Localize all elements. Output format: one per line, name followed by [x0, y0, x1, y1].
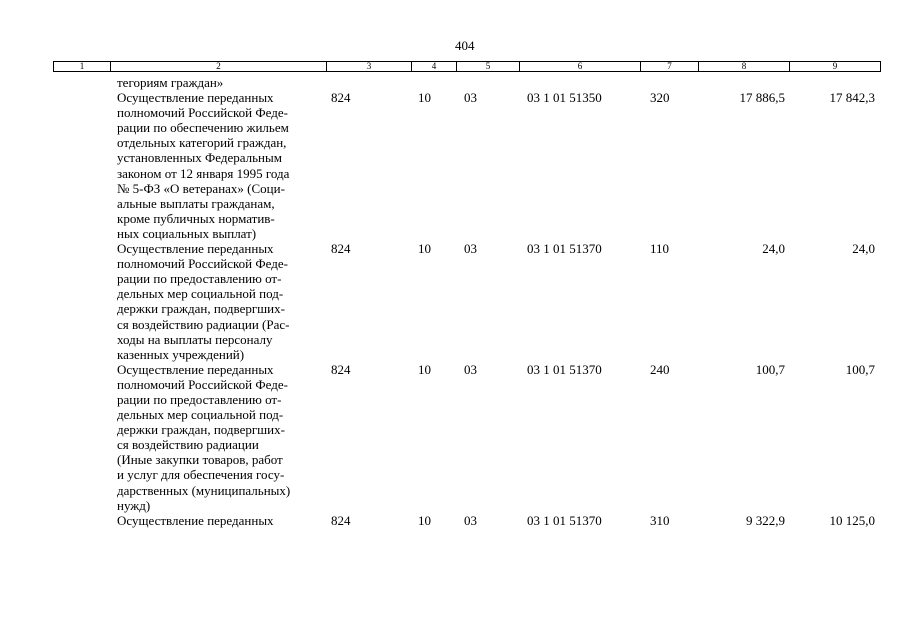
section-code: 10 [418, 512, 431, 528]
expense-name-line: рации по обеспечению жильем [117, 120, 289, 136]
ministry-code: 824 [331, 90, 351, 106]
expense-type-code: 240 [650, 361, 670, 377]
expense-name-line: и услуг для обеспечения госу- [117, 467, 285, 483]
continuation-line: тегориям граждан» [117, 75, 224, 90]
expense-type-code: 110 [650, 241, 670, 257]
target-article-code: 03 1 01 51350 [527, 90, 602, 106]
expense-name-line: дельных мер социальной под- [117, 286, 284, 302]
expense-name-line: Осуществление переданных [117, 90, 274, 106]
column-number-9: 9 [790, 62, 881, 72]
expense-type-code: 310 [650, 512, 670, 528]
expense-name-line: Осуществление переданных [117, 361, 274, 377]
section-code: 10 [418, 361, 431, 377]
table-row [0, 241, 905, 362]
amount-year-1: 24,0 [762, 241, 785, 257]
expense-name-line: полномочий Российской Феде- [117, 256, 288, 272]
expense-name-line: дельных мер социальной под- [117, 407, 284, 423]
column-number-header [53, 61, 881, 72]
expense-name-line: дарственных (муниципальных) [117, 482, 291, 498]
subsection-code: 03 [464, 90, 477, 106]
column-number-2: 2 [111, 62, 327, 72]
column-number-8: 8 [699, 62, 790, 72]
expense-name [117, 241, 327, 362]
section-code: 10 [418, 90, 431, 106]
expense-name-line: (Иные закупки товаров, работ [117, 452, 283, 468]
expense-name [117, 362, 327, 513]
subsection-code: 03 [464, 241, 477, 257]
expense-name-line: № 5-ФЗ «О ветеранах» (Соци- [117, 180, 285, 196]
expense-name-line: нужд) [117, 497, 151, 513]
column-number-1: 1 [54, 62, 111, 72]
expense-name-line: рации по предоставлению от- [117, 271, 282, 287]
expense-name [117, 513, 327, 528]
expense-name-line: ных социальных выплат) [117, 225, 257, 241]
target-article-code: 03 1 01 51370 [527, 241, 602, 257]
table-row [0, 513, 905, 528]
page-number-text: 404 [455, 38, 475, 53]
target-article-code: 03 1 01 51370 [527, 512, 602, 528]
amount-year-1: 17 886,5 [739, 90, 785, 106]
expense-name-line: Осуществление переданных [117, 512, 274, 528]
expense-name-line: ся воздействию радиации [117, 437, 259, 453]
continuation-text [117, 75, 327, 90]
expense-name-line: законом от 12 января 1995 года [117, 165, 290, 181]
column-number-6: 6 [520, 62, 641, 72]
expense-name-line: рации по предоставлению от- [117, 391, 282, 407]
expense-name-line: полномочий Российской Феде- [117, 376, 288, 392]
column-number-row [54, 62, 881, 72]
expense-name-line: ся воздействию радиации (Рас- [117, 316, 290, 332]
ministry-code: 824 [331, 512, 351, 528]
expense-name-line: Осуществление переданных [117, 241, 274, 257]
amount-year-2: 100,7 [845, 361, 875, 377]
section-code: 10 [418, 241, 431, 257]
subsection-code: 03 [464, 512, 477, 528]
expense-name-line: полномочий Российской Феде- [117, 105, 288, 121]
column-number-3: 3 [327, 62, 412, 72]
expense-name-line: ходы на выплаты персоналу [117, 331, 273, 347]
ministry-code: 824 [331, 361, 351, 377]
ministry-code: 824 [331, 241, 351, 257]
expense-name-line: альные выплаты гражданам, [117, 195, 275, 211]
expense-type-code: 320 [650, 90, 670, 106]
expense-name-line: казенных учреждений) [117, 346, 245, 362]
amount-year-2: 17 842,3 [829, 90, 875, 106]
column-number-7: 7 [641, 62, 699, 72]
continuation-row [0, 75, 905, 90]
table-row [0, 362, 905, 513]
amount-year-1: 9 322,9 [746, 512, 785, 528]
expense-name-line: отдельных категорий граждан, [117, 135, 287, 151]
column-number-4: 4 [412, 62, 457, 72]
amount-year-2: 10 125,0 [829, 512, 875, 528]
table-row [0, 90, 905, 241]
expense-name [117, 90, 327, 241]
expense-name-line: держки граждан, подвергших- [117, 422, 285, 438]
amount-year-1: 100,7 [755, 361, 785, 377]
column-number-5: 5 [457, 62, 520, 72]
expense-name-line: кроме публичных норматив- [117, 210, 275, 226]
subsection-code: 03 [464, 361, 477, 377]
expense-name-line: установленных Федеральным [117, 150, 282, 166]
amount-year-2: 24,0 [852, 241, 875, 257]
target-article-code: 03 1 01 51370 [527, 361, 602, 377]
expense-name-line: держки граждан, подвергших- [117, 301, 285, 317]
table-body [0, 75, 905, 528]
